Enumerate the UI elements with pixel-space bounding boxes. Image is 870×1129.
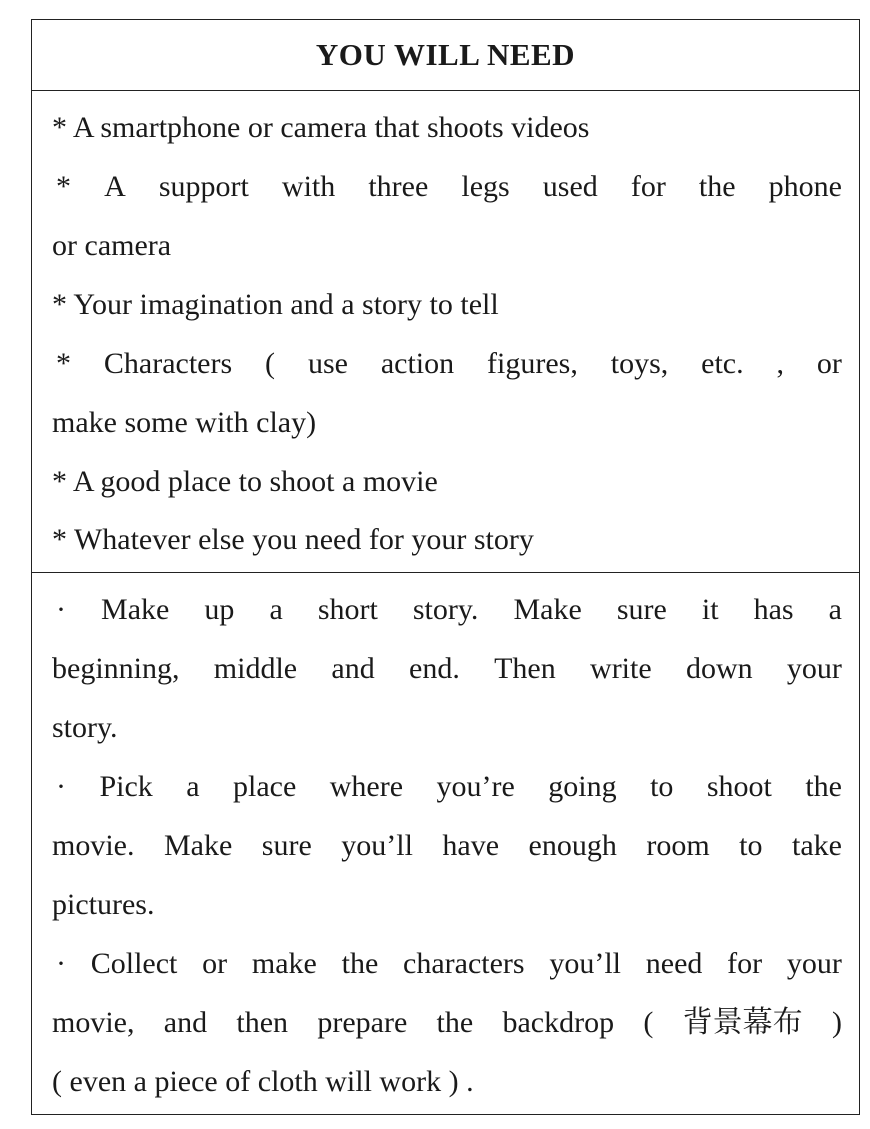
word: A — [72, 111, 101, 144]
word: has — [753, 593, 794, 626]
steps-line — [56, 946, 842, 982]
needs-line — [52, 464, 842, 500]
word: prepare — [317, 1006, 408, 1039]
word: a — [133, 1065, 155, 1098]
steps-line — [56, 592, 842, 628]
word: for — [727, 947, 763, 980]
needs-box — [31, 19, 860, 1115]
word: some — [124, 406, 196, 439]
word: story. — [52, 711, 118, 744]
word: will — [325, 1065, 380, 1098]
needs-line — [52, 228, 842, 264]
word: good — [100, 465, 168, 498]
word: * — [56, 170, 71, 203]
steps-line — [52, 1064, 842, 1100]
word: story — [473, 523, 534, 556]
word: shoots — [426, 111, 512, 144]
word: your — [786, 947, 842, 980]
word: it — [701, 593, 719, 626]
word: a — [828, 593, 842, 626]
steps-line — [52, 828, 842, 864]
word: the — [436, 1006, 474, 1039]
word: Then — [494, 652, 556, 685]
word: or — [202, 947, 228, 980]
steps-line — [52, 651, 842, 687]
word: a — [269, 593, 283, 626]
word: to — [650, 770, 674, 803]
word: Make — [101, 593, 170, 626]
word: place — [167, 465, 239, 498]
word: * — [52, 465, 73, 498]
word: else — [198, 523, 253, 556]
word: take — [791, 829, 842, 862]
word: you’re — [436, 770, 515, 803]
word: ( — [52, 1065, 70, 1098]
word: with — [281, 170, 336, 203]
word: use — [307, 347, 348, 380]
word: need — [645, 947, 703, 980]
word: shoot — [706, 770, 772, 803]
needs-line — [56, 169, 842, 205]
word: make — [52, 406, 125, 439]
word: camera — [280, 111, 375, 144]
needs-line — [52, 405, 842, 441]
word: A — [104, 170, 126, 203]
word: three — [368, 170, 429, 203]
word: . — [466, 1065, 474, 1098]
word: imagination — [139, 288, 291, 321]
word: , — [776, 347, 784, 380]
word: down — [685, 652, 753, 685]
word: short — [317, 593, 378, 626]
word: then — [236, 1006, 289, 1039]
word: have — [442, 829, 500, 862]
word: you’ll — [341, 829, 413, 862]
word: Characters — [103, 347, 233, 380]
word: going — [548, 770, 617, 803]
word: and — [163, 1006, 208, 1039]
word: smartphone — [100, 111, 248, 144]
word: · — [56, 947, 66, 980]
word: Make — [163, 829, 233, 862]
word: to — [238, 465, 270, 498]
word: * — [52, 523, 74, 556]
steps-line — [52, 1005, 842, 1041]
word: Your — [73, 288, 140, 321]
needs-list — [32, 91, 859, 573]
word: to — [739, 829, 763, 862]
word: the — [698, 170, 736, 203]
word: of — [225, 1065, 258, 1098]
word: your — [411, 523, 474, 556]
word: and — [331, 652, 375, 685]
word: make — [251, 947, 317, 980]
word: room — [646, 829, 710, 862]
word: sure — [261, 829, 312, 862]
word: the — [805, 770, 842, 803]
word: etc. — [701, 347, 744, 380]
word: end. — [409, 652, 460, 685]
word: up — [204, 593, 235, 626]
word: you — [252, 523, 305, 556]
word: ( — [643, 1006, 654, 1039]
word: toys, — [610, 347, 669, 380]
word: sure — [616, 593, 667, 626]
word: shoot — [269, 465, 343, 498]
word: your — [786, 652, 842, 685]
word: tell — [460, 288, 499, 321]
word: write — [590, 652, 652, 685]
word: movie — [362, 465, 438, 498]
word: beginning, — [52, 652, 180, 685]
word: for — [368, 523, 412, 556]
word: that — [374, 111, 427, 144]
word: story. — [412, 593, 479, 626]
steps-line — [52, 887, 842, 923]
word: for — [630, 170, 666, 203]
word: · — [56, 770, 66, 803]
box-heading — [32, 20, 859, 91]
word: ) — [831, 1006, 842, 1039]
needs-line — [52, 287, 842, 323]
word: a — [186, 770, 200, 803]
needs-line — [56, 346, 842, 382]
word: characters — [403, 947, 525, 980]
word: story — [362, 288, 430, 321]
word: movie, — [52, 1006, 135, 1039]
word: cloth — [257, 1065, 326, 1098]
word: support — [158, 170, 249, 203]
word: and — [290, 288, 342, 321]
word: work — [379, 1065, 449, 1098]
word: a — [342, 465, 363, 498]
word: figures, — [487, 347, 578, 380]
word: the — [341, 947, 379, 980]
word: camera — [84, 229, 172, 262]
word: with — [195, 406, 257, 439]
word: Make — [513, 593, 582, 626]
word: place — [233, 770, 297, 803]
word: a — [341, 288, 363, 321]
word: action — [380, 347, 455, 380]
word: enough — [528, 829, 617, 862]
word: A — [72, 465, 101, 498]
word: Collect — [90, 947, 178, 980]
word: or — [247, 111, 281, 144]
word: where — [329, 770, 404, 803]
needs-line — [52, 522, 842, 558]
word: ) — [448, 1065, 467, 1098]
word: * — [52, 288, 74, 321]
word: Whatever — [73, 523, 199, 556]
word: backdrop — [502, 1006, 615, 1039]
steps-line — [56, 769, 842, 805]
word: even — [69, 1065, 134, 1098]
word: to — [429, 288, 461, 321]
word: 背景幕布 — [682, 1006, 803, 1039]
word: videos — [511, 111, 590, 144]
word: used — [542, 170, 598, 203]
steps-line — [52, 710, 842, 746]
heading-text: YOU WILL NEED — [315, 37, 576, 72]
word: phone — [768, 170, 842, 203]
word: piece — [154, 1065, 226, 1098]
needs-line — [52, 110, 842, 146]
word: * — [52, 111, 73, 144]
word: need — [304, 523, 369, 556]
word: movie. — [52, 829, 135, 862]
word: · — [56, 593, 66, 626]
word: you’ll — [549, 947, 622, 980]
word: or — [52, 229, 85, 262]
word: * — [56, 347, 71, 380]
word: ( — [265, 347, 276, 380]
word: middle — [213, 652, 298, 685]
word: or — [816, 347, 842, 380]
word: clay) — [256, 406, 317, 439]
word: Pick — [99, 770, 153, 803]
word: pictures. — [52, 888, 155, 921]
word: legs — [461, 170, 510, 203]
